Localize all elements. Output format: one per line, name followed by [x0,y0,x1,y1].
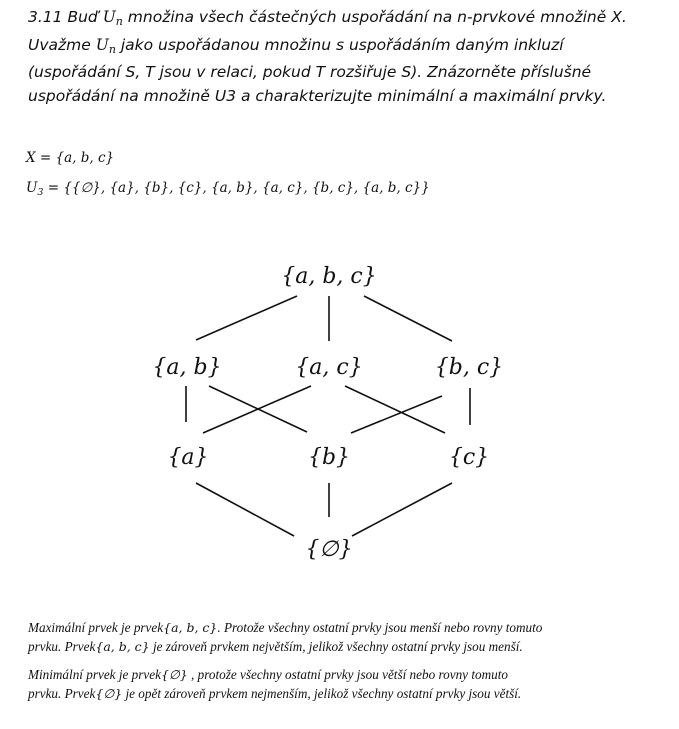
math-U-n: $U_n$ [95,35,116,56]
math-subscript: 3 [37,187,44,198]
task-line-4: uspořádání na množině U3 a charakterizujte minimální a maximální prvky. [28,86,607,105]
edge-a-empty [196,483,294,536]
paragraph-line: prvku. Prvek{∅} je opět zároveň prvkem nejmenším, jelikož všechny ostatní prvky jsou větší. [28,686,522,701]
paragraph-line: prvku. Prvek{a, b, c} je zároveň prvkem největším, jelikož všechny ostatní prvky jsou menší. [28,639,523,654]
edge-abc-bc [364,296,452,341]
edge-abc-ab [196,296,297,340]
node-a: {a} [167,445,209,470]
edge-c-empty [352,483,452,536]
node-abc: {a, b, c} [281,264,377,289]
task-line-3: (uspořádání S, T jsou v relaci, pokud T rozšiřuje S). Znázorněte příslušné [28,63,592,81]
edge-ac-c [345,386,445,433]
node-ab: {a, b} [152,355,222,380]
math-U-n: $U_n$ [102,8,123,28]
math-set: {∅} [160,667,188,682]
paragraph-line: Maximální prvek je prvek{a, b, c}. Protože všechny ostatní prvky jsou menší nebo rovny tomuto [28,620,543,635]
maximal-element-paragraph [28,618,658,656]
node-b: {b} [307,445,351,470]
node-bc: {b, c} [434,355,504,380]
edge-bc-b [351,396,442,433]
task-text: Buď [67,8,98,26]
math-set: {a, b, c} [163,620,218,635]
node-c: {c} [448,445,490,470]
node-ac: {a, c} [295,355,363,380]
task-text: jako uspořádanou množinu s uspořádáním daným inkluzí [120,35,564,54]
paragraph-line: Minimální prvek je prvek{∅} , protože všechny ostatní prvky jsou větší nebo rovny tomuto [28,667,508,682]
math-set: {∅} [95,686,123,701]
node-empty-set: {∅} [305,537,353,562]
task-text: množina všech částečných uspořádání na n-prvkové množině X. [127,8,627,26]
set-x-definition: X = {a, b, c} [26,150,115,166]
task-number: 3.11 [28,8,63,26]
minimal-element-paragraph [28,665,658,703]
math-U: U [26,180,38,196]
task-text: Uvažme [28,35,91,54]
math-set-elements: = {{∅}, {a}, {b}, {c}, {a, b}, {a, c}, {b, c}, {a, b, c}} [43,180,430,196]
math-set: {a, b, c} [95,639,150,654]
